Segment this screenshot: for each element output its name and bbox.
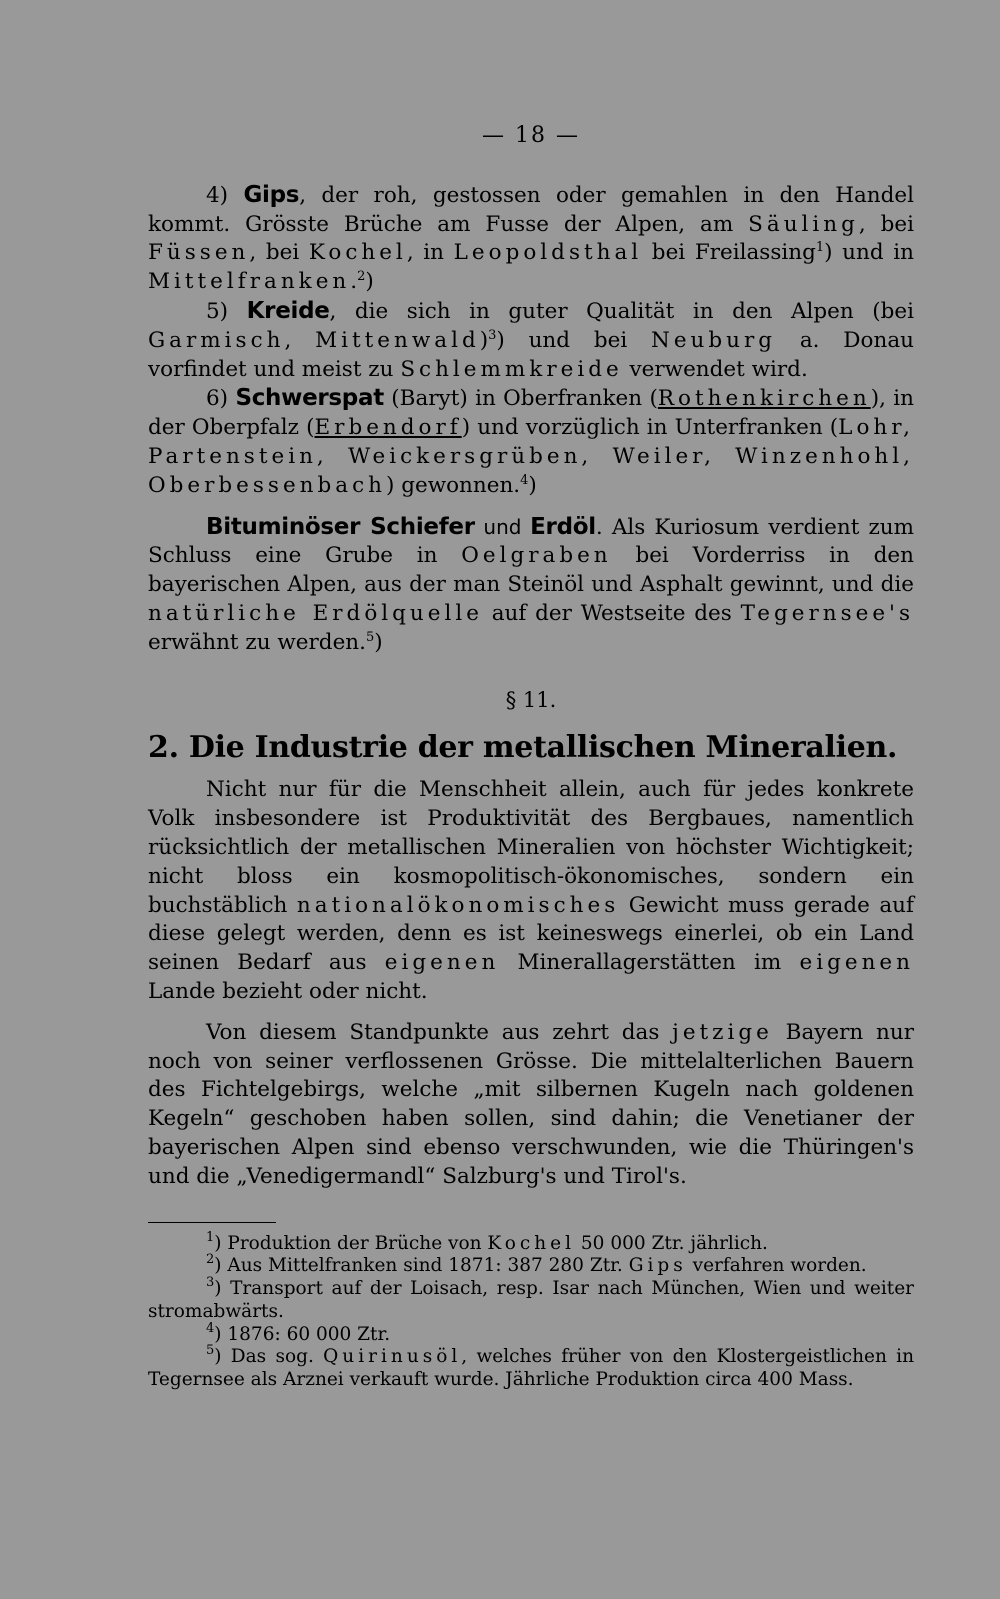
footnote-mark: 3 [206, 1275, 215, 1291]
footnote-divider [148, 1222, 276, 1223]
text: ) [365, 269, 374, 295]
text: auf der Westseite des [482, 600, 741, 626]
spaced-text: Gips [628, 1255, 687, 1277]
paragraph-kreide [148, 297, 914, 384]
page-number: — 18 — [482, 123, 580, 148]
footnote-mark: 4 [206, 1320, 215, 1336]
text: , bei [858, 211, 915, 237]
spaced-text: Kochel [487, 1232, 576, 1254]
text: ) [374, 629, 383, 655]
spaced-text: Kochel [308, 240, 407, 266]
text: bei Vorderriss in den bayerischen Alpen, aus der man Steinöl und Asphalt gewinnt, und die [148, 543, 914, 598]
keyword-schwerspat: Schwerspat [235, 385, 384, 412]
text: Bayern nur noch von seiner verflossenen Grösse. Die mittelalterlichen Bauern des Fichtelgebirgs, welche „mit silbernen Kugeln nach goldenen Kegeln“ geschoben haben sollen, sind dahin; die Venetianer der bayerischen Alpen sind ebenso verschwunden, wie die Thüringen's und die „Venedigermandl“ Salzburg's und Tirol's. [148, 1019, 914, 1189]
paragraph-gips [148, 181, 914, 297]
keyword-erdoel: Erdöl [530, 513, 596, 540]
spaced-text: Schlemmkreide [400, 356, 623, 382]
spaced-text: Mittelfranken [148, 269, 351, 295]
text: und [474, 514, 531, 539]
text: verwendet wird. [622, 356, 808, 382]
spaced-text: Quirinusöl [323, 1346, 462, 1368]
footnote-ref: 1 [815, 240, 825, 256]
text: Nicht nur für die Menschheit allein, auch für jedes konkrete Volk insbesondere ist Produktivität des Bergbaues, namentlich rücksichtlich der metallischen Mineralien von höchster Wichtigkeit; nicht bloss ein kosmopolitisch-ökonomisches, sondern ein buchstäblich [148, 777, 914, 918]
text: Von diesem Standpunkte aus zehrt das [206, 1019, 673, 1045]
spaced-text: Erbendorf [314, 415, 462, 441]
text: bei Freilassing [642, 240, 816, 266]
text: (Baryt) in Oberfranken ( [383, 386, 658, 412]
document-page [148, 122, 914, 1392]
spaced-text: Neuburg [651, 327, 777, 353]
footnote-mark: 1 [206, 1229, 215, 1245]
text: ) und in [824, 240, 914, 266]
text: 50 000 Ztr. jährlich. [575, 1232, 768, 1254]
text: , [284, 327, 316, 353]
paragraph-bitumen [148, 513, 914, 658]
item-number: 4) [206, 182, 229, 208]
spaced-text: Füssen [148, 240, 250, 266]
text: Minerallagerstätten im [499, 950, 800, 976]
text: ) und vorzüglich in Unterfranken ( [461, 415, 839, 441]
spaced-text: eigenen [384, 950, 500, 976]
text: ) Das sog. [214, 1346, 324, 1368]
spaced-text: Oelgraben [461, 543, 612, 569]
spaced-text: Säuling [748, 211, 859, 237]
spaced-text: Garmisch [148, 327, 285, 353]
spaced-text: natürliche Erdölquelle [148, 600, 483, 626]
text: Lande bezieht oder nicht. [148, 978, 428, 1004]
text: ) und bei [496, 327, 651, 353]
footnote-mark: 2 [206, 1252, 215, 1268]
text: Gewicht muss gerade auf diese gelegt werden, denn es ist keineswegs einerlei, ob ein Land seinen Bedarf aus [148, 892, 914, 976]
item-number: 5) [206, 298, 229, 324]
spaced-text: Leopoldsthal [453, 240, 643, 266]
spaced-text: Mittenwald [315, 327, 480, 353]
footnote-ref: 5 [365, 629, 375, 645]
text: verfahren worden. [686, 1255, 867, 1277]
text: ) [528, 472, 537, 498]
keyword-bitumen: Bituminöser Schiefer [206, 513, 475, 540]
spaced-text: Tegernsee's [740, 600, 914, 626]
footnote-1 [148, 1229, 914, 1256]
text: ) Transport auf der Loisach, resp. Isar nach München, Wien und weiter stromabwärts. [148, 1278, 914, 1322]
spaced-text: Rothenkirchen [657, 386, 871, 412]
footnote-mark: 5 [206, 1343, 215, 1359]
text: ) Aus Mittelfranken sind 1871: 387 280 Ztr. [214, 1255, 629, 1277]
footnote-ref: 4 [520, 472, 529, 488]
text: a. Donau vorfindet und meist zu [148, 327, 914, 382]
chapter-heading: 2. Die Industrie der metallischen Mineralien. [148, 730, 898, 766]
text: , die sich in guter Qualität in den Alpen (bei [329, 298, 914, 324]
text: ), in der Oberpfalz ( [148, 386, 915, 441]
text: erwähnt zu werden. [148, 629, 366, 655]
item-number: 6) [206, 386, 229, 412]
footnote-ref: 2 [357, 269, 366, 285]
spaced-text: nationalökonomisches [296, 892, 620, 918]
footnote-2 [148, 1252, 914, 1278]
footnote-4 [148, 1320, 914, 1347]
text: . Als Kuriosum verdient zum Schluss eine Grube in [148, 514, 915, 569]
spaced-text: Lohr, Partenstein, Weickersgrüben, Weiler, Winzenhohl, Oberbessenbach [148, 415, 914, 498]
text: . [350, 269, 358, 295]
footnote-5 [148, 1343, 914, 1392]
spaced-text: eigenen [799, 950, 914, 976]
body-paragraph-2 [148, 1019, 914, 1192]
text: , bei [249, 240, 309, 266]
paragraph-schwerspat [148, 384, 914, 500]
body-paragraph-1 [148, 776, 914, 1006]
footnote-3 [148, 1275, 914, 1324]
footnotes [148, 1229, 914, 1393]
spaced-text: jetzige [672, 1019, 773, 1045]
text: ) 1876: 60 000 Ztr. [214, 1323, 391, 1345]
text: , der roh, gestossen oder gemahlen in den Handel kommt. Grösste Brüche am Fusse der Alpen, am [148, 182, 914, 237]
keyword-gips: Gips [243, 181, 300, 208]
text: , in [406, 240, 454, 266]
text: ) gewonnen. [385, 472, 521, 498]
text: , welches früher von den Klostergeistlichen in Tegernsee als Arznei verkauft wurde. Jährliche Produktion circa 400 Mass. [148, 1346, 914, 1391]
section-mark: § 11. [505, 687, 557, 712]
text: ) [479, 327, 489, 353]
footnote-ref: 3 [488, 327, 497, 343]
keyword-kreide: Kreide [246, 297, 330, 324]
text: ) Produktion der Brüche von [214, 1232, 488, 1254]
